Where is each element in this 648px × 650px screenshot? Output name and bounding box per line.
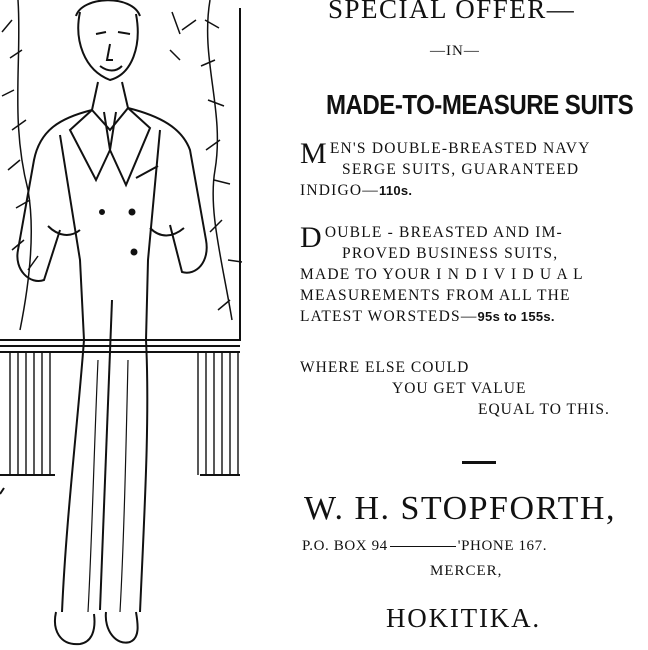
item-business-suits <box>300 222 648 327</box>
price: 95s to 155s. <box>477 309 555 324</box>
item-line: PROVED BUSINESS SUITS, <box>342 245 559 262</box>
suit-illustration <box>0 0 290 650</box>
divider <box>462 461 496 464</box>
drop-initial: D <box>300 221 323 254</box>
leader-line <box>390 546 456 547</box>
in-line: —IN— <box>430 43 480 59</box>
town: HOKITIKA. <box>386 603 541 633</box>
slogan-line: YOU GET VALUE <box>392 380 527 397</box>
po-box: P.O. BOX 94 <box>302 538 388 554</box>
slogan-line: EQUAL TO THIS. <box>478 401 610 418</box>
headline-dash: — <box>546 0 574 24</box>
item-line: LATEST WORSTEDS— <box>300 308 478 325</box>
phone-number: 'PHONE 167. <box>457 538 548 554</box>
product-heading: MADE-TO-MEASURE SUITS <box>326 89 634 120</box>
advert-text-column <box>300 0 648 650</box>
drop-initial: M <box>300 137 328 170</box>
item-line: INDIGO— <box>300 182 379 199</box>
item-line: EN'S DOUBLE-BREASTED NAVY <box>329 140 591 157</box>
trade: MERCER, <box>430 563 503 579</box>
where-else-slogan <box>300 357 610 420</box>
headline-text: SPECIAL OFFER <box>328 0 547 24</box>
item-line: MADE TO YOUR I N D I V I D U A L <box>300 266 584 283</box>
contact-line <box>302 538 547 555</box>
item-navy-serge <box>300 138 648 201</box>
headline <box>328 0 574 25</box>
item-line: MEASUREMENTS FROM ALL THE <box>300 287 571 304</box>
firm-name: W. H. STOPFORTH, <box>304 490 616 527</box>
price: 110s. <box>379 183 413 198</box>
slogan-line: WHERE ELSE COULD <box>300 359 470 376</box>
item-line: SERGE SUITS, GUARANTEED <box>342 161 580 178</box>
item-line: OUBLE - BREASTED AND IM- <box>324 224 563 241</box>
